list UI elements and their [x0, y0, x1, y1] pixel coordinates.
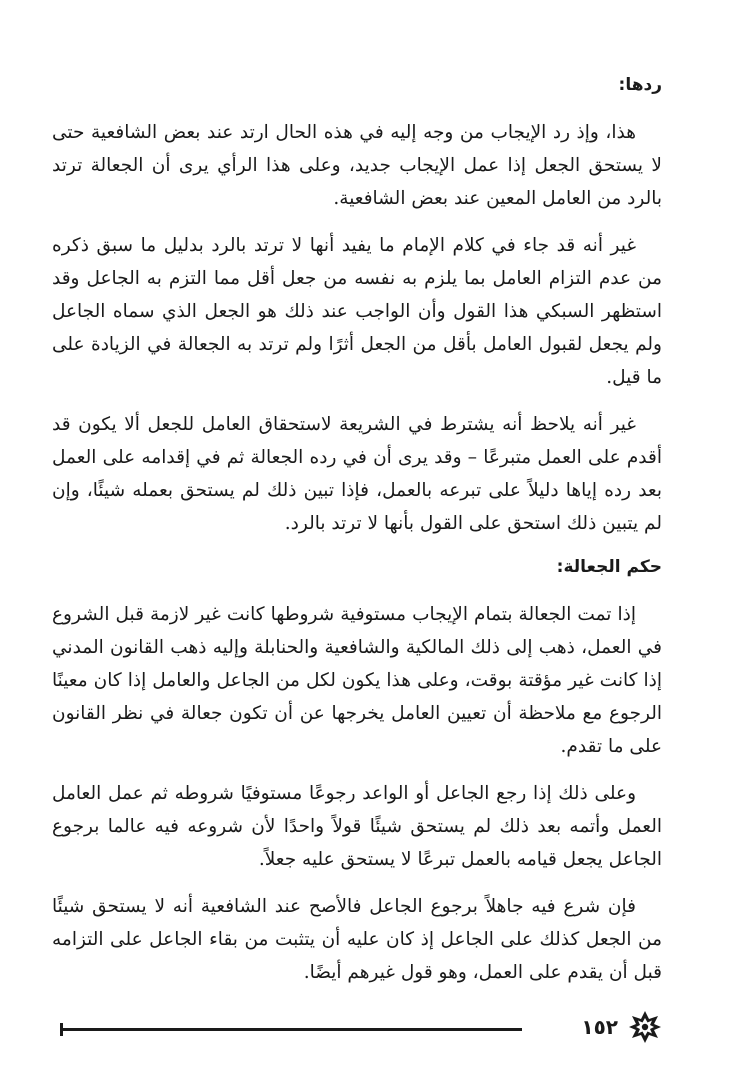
page-number: ١٥٢: [581, 1015, 618, 1039]
paragraph: وعلى ذلك إذا رجع الجاعل أو الواعد رجوعًا مستوفيًا شروطه ثم عمل العامل العمل وأتمه بعد ذلك لم يستحق شيئًا قولاً واحدًا لأن شروعه فيه عالما برجوع الجاعل يجعل قيامه بالعمل تبرعًا لا يستحق عليه جعلاً.: [52, 783, 662, 870]
paragraph: هذا، وإذ رد الإيجاب من وجه إليه في هذه الحال ارتد عند بعض الشافعية حتى لا يستحق الجعل إذا عمل الإيجاب جديد، وعلى هذا الرأي يرى أن الجعالة ترتد بالرد من العامل المعين عند بعض الشافعية.: [52, 122, 662, 209]
section-heading-ruling: حكم الجعالة:: [556, 557, 662, 577]
paragraph: غير أنه قد جاء في كلام الإمام ما يفيد أنها لا ترتد بالرد بدليل ما سبق ذكره من عدم التزام العامل بما يلزم به نفسه من جعل أقل مما التزم به الجاعل وقد استظهر السبكي هذا القول وأن الواجب عند ذلك هو الجعل الذي سماه الجاعل ولم يجعل لقبول العامل بأقل من الجعل أثرًا ولم ترتد به الجعالة في الزيادة على ما قيل.: [52, 235, 662, 388]
page-footer: [60, 1010, 662, 1044]
section-heading-rejection: ردها:: [618, 75, 662, 95]
paragraph: إذا تمت الجعالة بتمام الإيجاب مستوفية شروطها كانت غير لازمة قبل الشروع في العمل، ذهب إلى ذلك المالكية والشافعية والحنابلة وإليه ذهب القانون المدني إذا كانت غير مؤقتة بوقت، وعلى هذا يكون لكل من الجاعل والعامل إذا كان معينًا الرجوع مع ملاحظة أن تعيين العامل يخرجها عن أن تكون جعالة في نظر القانون على ما تقدم.: [52, 604, 662, 757]
paragraph: فإن شرع فيه جاهلاً برجوع الجاعل فالأصح عند الشافعية أنه لا يستحق شيئًا من الجعل كذلك على الجاعل إذ كان عليه أن يتثبت من بقاء الجاعل على التزامه قبل أن يقدم على العمل، وهو قول غيرهم أيضًا.: [52, 896, 662, 983]
paragraph: غير أنه يلاحظ أنه يشترط في الشريعة لاستحقاق العامل للجعل ألا يكون قد أقدم على العمل متبرعًا – وقد يرى أن في رده الجعالة ثم في إقدامه على العمل بعد رده إياها دليلاً على تبرعه بالعمل، فإذا تبين ذلك لم يستحق بعمله شيئًا، وإن لم يتبين ذلك استحق على القول بأنها لا ترتد بالرد.: [52, 414, 662, 534]
footer-rule: [60, 1028, 522, 1031]
star-ornament-icon: [628, 1010, 662, 1044]
